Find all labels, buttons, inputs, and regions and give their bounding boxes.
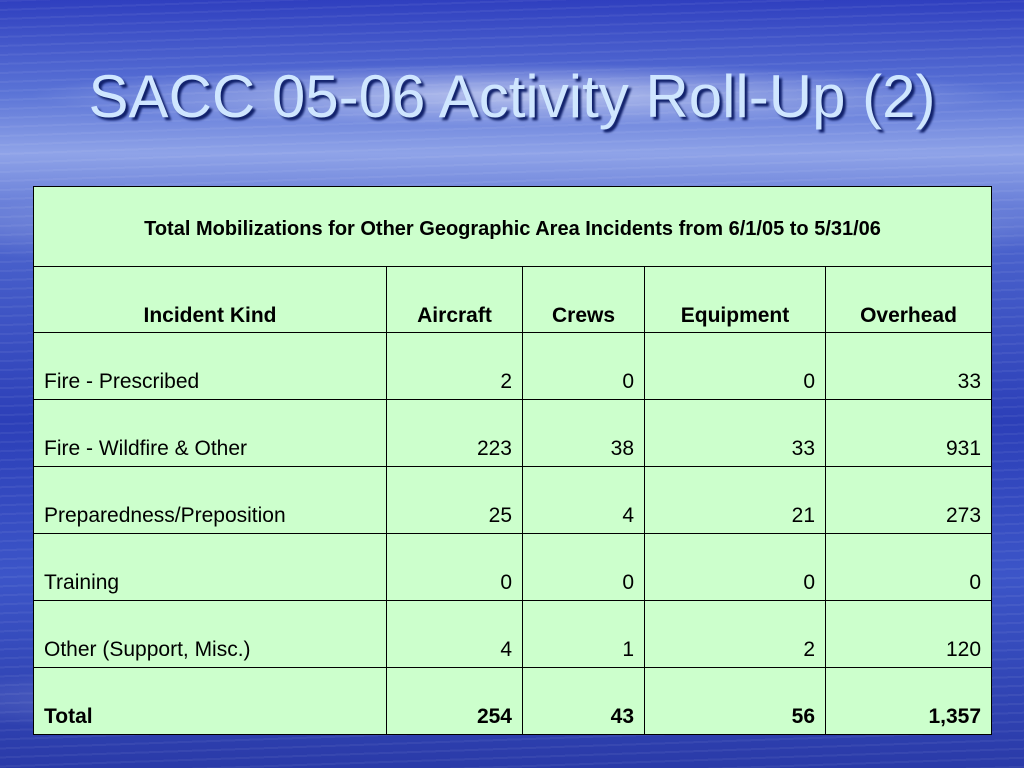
incident-kind-cell: Fire - Wildfire & Other [34,400,387,467]
total-label-cell: Total [34,668,387,735]
incident-kind-cell: Fire - Prescribed [34,333,387,400]
aircraft-cell: 223 [387,400,523,467]
column-header-incident-kind: Incident Kind [34,267,387,333]
overhead-cell: 120 [826,601,992,668]
table-row [34,601,992,668]
crews-cell: 1 [523,601,645,668]
total-equipment-cell: 56 [645,668,826,735]
table-caption-row [34,187,992,267]
crews-cell: 38 [523,400,645,467]
overhead-cell: 273 [826,467,992,534]
slide-title: SACC 05-06 Activity Roll-Up (2) [88,63,936,130]
crews-cell: 4 [523,467,645,534]
equipment-cell: 2 [645,601,826,668]
aircraft-cell: 0 [387,534,523,601]
table-row [34,467,992,534]
column-header-equipment: Equipment [645,267,826,333]
aircraft-cell: 25 [387,467,523,534]
column-header-aircraft: Aircraft [387,267,523,333]
total-overhead-cell: 1,357 [826,668,992,735]
mobilizations-table-container [33,186,991,735]
aircraft-cell: 2 [387,333,523,400]
equipment-cell: 33 [645,400,826,467]
table-row [34,534,992,601]
equipment-cell: 0 [645,534,826,601]
table-total-row [34,668,992,735]
overhead-cell: 931 [826,400,992,467]
table-row [34,400,992,467]
incident-kind-cell: Preparedness/Preposition [34,467,387,534]
column-header-overhead: Overhead [826,267,992,333]
column-header-crews: Crews [523,267,645,333]
table-row [34,333,992,400]
table-header-row [34,267,992,333]
overhead-cell: 33 [826,333,992,400]
aircraft-cell: 4 [387,601,523,668]
equipment-cell: 21 [645,467,826,534]
incident-kind-cell: Other (Support, Misc.) [34,601,387,668]
crews-cell: 0 [523,333,645,400]
equipment-cell: 0 [645,333,826,400]
total-crews-cell: 43 [523,668,645,735]
incident-kind-cell: Training [34,534,387,601]
crews-cell: 0 [523,534,645,601]
table-caption: Total Mobilizations for Other Geographic Area Incidents from 6/1/05 to 5/31/06 [34,187,992,267]
total-aircraft-cell: 254 [387,668,523,735]
overhead-cell: 0 [826,534,992,601]
mobilizations-table [33,186,992,735]
